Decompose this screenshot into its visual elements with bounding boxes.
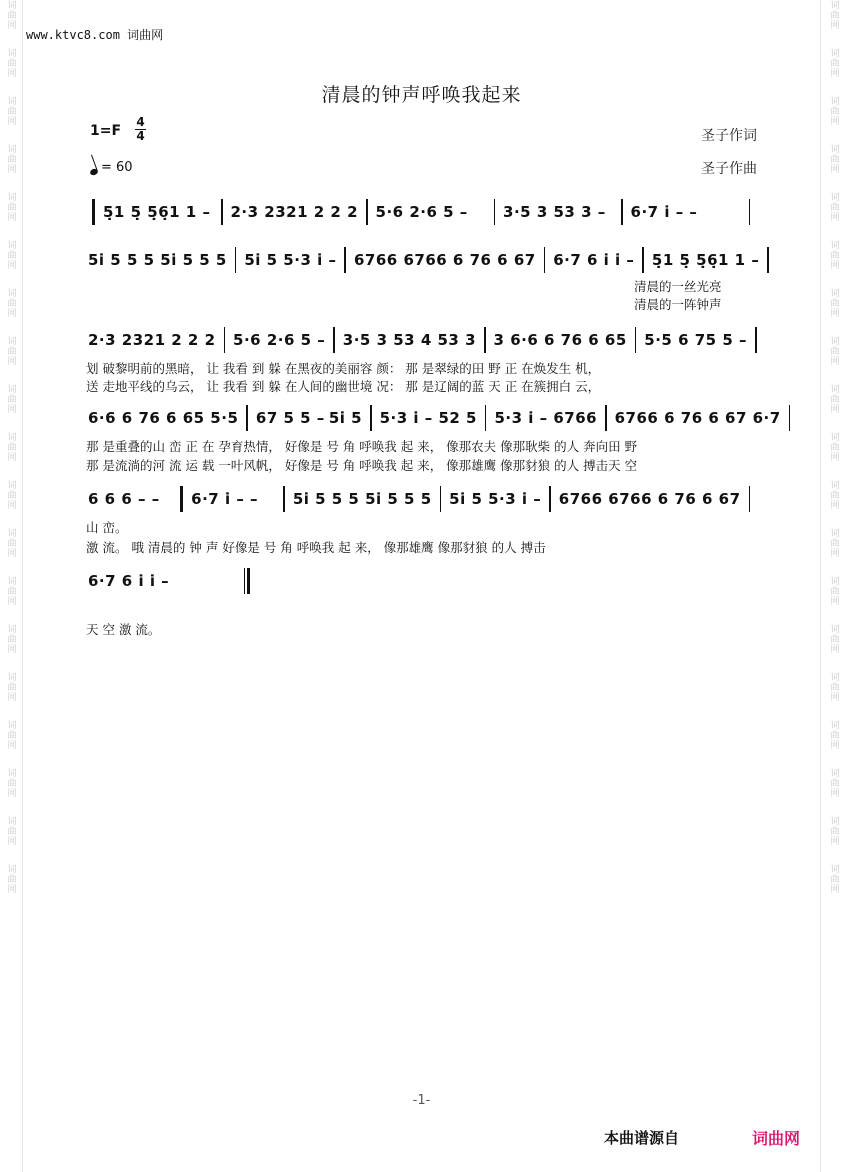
measure: 6·7 6 i̇ i̇ – xyxy=(553,251,635,269)
score-row-4 xyxy=(86,403,781,473)
watermark-text: 词曲网 xyxy=(828,480,839,510)
measure: 67 5 5 – xyxy=(255,409,325,427)
page-number: -1- xyxy=(412,1093,431,1108)
measure: 3·5 3 53 3 – xyxy=(503,203,606,221)
measure: 5̣1 5̣ 5̣6̣1 1 – xyxy=(103,203,211,221)
final-barline-thick xyxy=(247,568,250,594)
barline xyxy=(544,247,546,273)
measure: 3·5 3 53 4 53 3 xyxy=(342,331,477,349)
barline xyxy=(642,247,644,273)
watermark-text: 词曲网 xyxy=(5,768,16,798)
final-barline-thin xyxy=(244,568,246,594)
lyric-line: 山 峦。 xyxy=(86,520,128,535)
watermark-text: 词曲网 xyxy=(828,528,839,558)
watermark-text: 词曲网 xyxy=(828,48,839,78)
end-repeat-barline xyxy=(180,486,183,512)
watermark-text: 词曲网 xyxy=(828,96,839,126)
score-row-2 xyxy=(86,245,760,312)
score-row-3 xyxy=(86,325,756,394)
key-signature: 1=F xyxy=(90,123,122,139)
measure: 6766 6 76 6 67 6·7 xyxy=(614,409,781,427)
measure: 5i̇ 5 5·3 i̇ – xyxy=(244,251,337,269)
lyric-line: 那 是流淌的河 流 运 载 一叶风帆， 好像是 号 角 呼唤我 起 来， 像那雄鹰 像那豺狼 的人 搏击天 空 xyxy=(86,458,638,473)
tempo-marking xyxy=(90,159,133,175)
barline xyxy=(224,327,226,353)
watermark-text: 词曲网 xyxy=(5,0,16,30)
watermark-text: 词曲网 xyxy=(5,192,16,222)
measure: 2·3 2321 2 2 2 xyxy=(88,331,216,349)
watermark-text: 词曲网 xyxy=(5,336,16,366)
measure: 5·6 2·6 5 – xyxy=(375,203,468,221)
lyric-line: 送 走地平线的乌云， 让 我看 到 躲 在人间的幽世境 况： 那 是辽阔的蓝 天 正 在簇拥白 云， xyxy=(86,379,601,394)
measure: 6·6 6 76 6 65 5·5 xyxy=(88,409,239,427)
watermark-text: 词曲网 xyxy=(5,816,16,846)
composer-credit: 圣子作曲 xyxy=(701,161,757,177)
watermark-text: 词曲网 xyxy=(828,384,839,414)
lyric-line: 划 破黎明前的黑暗， 让 我看 到 躲 在黑夜的美丽容 颜： 那 是翠绿的田 野 正 在焕发生 机， xyxy=(86,361,601,376)
watermark-text: 词曲网 xyxy=(828,0,839,30)
lyricist-credit: 圣子作词 xyxy=(701,128,757,144)
watermark-text: 词曲网 xyxy=(5,96,16,126)
barline xyxy=(549,486,551,512)
watermark-text: 词曲网 xyxy=(828,144,839,174)
barline xyxy=(494,199,496,225)
watermark-text: 词曲网 xyxy=(828,192,839,222)
measure: 5·5 6 75 5 – xyxy=(644,331,747,349)
barline xyxy=(235,247,237,273)
measure: 5i̇ 5 5 5 5i̇ 5 5 5 xyxy=(292,490,432,508)
barline xyxy=(749,199,751,225)
barline xyxy=(366,199,368,225)
barline xyxy=(246,405,248,431)
time-sig-bottom: 4 xyxy=(136,129,145,143)
barline xyxy=(283,486,285,512)
barline xyxy=(789,405,791,431)
barline xyxy=(484,327,486,353)
watermark-text: 词曲网 xyxy=(5,480,16,510)
brand-logo[interactable]: 词曲网 xyxy=(752,1129,801,1148)
lyric-line: 那 是重叠的山 峦 正 在 孕育热情， 好像是 号 角 呼唤我 起 来， 像那农夫 像那耿柴 的人 奔向田 野 xyxy=(86,439,638,454)
start-repeat-barline xyxy=(92,199,95,225)
measure: 3 6·6 6 76 6 65 xyxy=(493,331,627,349)
watermark-text: 词曲网 xyxy=(828,432,839,462)
watermark-text: 词曲网 xyxy=(5,672,16,702)
right-margin-line xyxy=(820,0,821,1172)
left-margin-line xyxy=(22,0,23,1172)
watermark-text: 词曲网 xyxy=(5,384,16,414)
score-row-6 xyxy=(86,566,256,637)
watermark-text: 词曲网 xyxy=(828,288,839,318)
right-watermark-strip xyxy=(823,0,843,1172)
measure: 6766 6766 6 76 6 67 xyxy=(558,490,741,508)
barline xyxy=(344,247,346,273)
measure: 6766 6766 6 76 6 67 xyxy=(353,251,536,269)
watermark-text: 词曲网 xyxy=(828,672,839,702)
barline xyxy=(755,327,757,353)
watermark-text: 词曲网 xyxy=(828,336,839,366)
measure: 6·7 6 i̇ i̇ – xyxy=(88,572,170,590)
lyric-line: 天 空 激 流。 xyxy=(86,622,161,637)
song-title: 清晨的钟声呼唤我起来 xyxy=(321,84,522,106)
watermark-text: 词曲网 xyxy=(5,432,16,462)
watermark-text: 词曲网 xyxy=(828,240,839,270)
watermark-text: 词曲网 xyxy=(5,288,16,318)
watermark-text: 词曲网 xyxy=(828,624,839,654)
watermark-text: 词曲网 xyxy=(828,864,839,894)
lyric-line: 清晨的一阵钟声 xyxy=(634,297,722,312)
measure: 6·7 i̇ – – xyxy=(191,490,259,508)
measure: 5i̇ 5 5 5 5i̇ 5 5 5 xyxy=(88,251,227,269)
watermark-text: 词曲网 xyxy=(828,576,839,606)
quarter-note-icon xyxy=(89,168,99,176)
watermark-text: 词曲网 xyxy=(828,720,839,750)
barline xyxy=(333,327,335,353)
measure: 5̣1 5̣ 5̣6̣1 1 – xyxy=(651,251,760,269)
watermark-text: 词曲网 xyxy=(5,240,16,270)
time-sig-top: 4 xyxy=(136,115,145,129)
barline xyxy=(621,199,623,225)
measure: 5i̇ 5 xyxy=(328,409,363,427)
score-row-1 xyxy=(86,197,756,237)
watermark-text: 词曲网 xyxy=(5,528,16,558)
barline xyxy=(370,405,372,431)
watermark-text: 词曲网 xyxy=(5,144,16,174)
barline xyxy=(440,486,442,512)
watermark-text: 词曲网 xyxy=(5,864,16,894)
barline xyxy=(749,486,751,512)
measure: 5·3 i̇ – 52 5 xyxy=(379,409,477,427)
score-row-5 xyxy=(86,484,756,555)
barline xyxy=(605,405,607,431)
measure: 5·6 2·6 5 – xyxy=(233,331,326,349)
measure: 2·3 2321 2 2 2 xyxy=(230,203,359,221)
measure: 6·7 i̇ – – xyxy=(630,203,698,221)
measure: 5i̇ 5 5·3 i̇ – xyxy=(449,490,542,508)
watermark-text: 词曲网 xyxy=(5,48,16,78)
barline xyxy=(635,327,637,353)
lyric-line: 清晨的一丝光亮 xyxy=(634,279,722,294)
barline xyxy=(485,405,487,431)
measure: 5·3 i̇ – 6766 xyxy=(494,409,598,427)
watermark-text: 词曲网 xyxy=(5,576,16,606)
time-signature xyxy=(135,116,146,143)
measure: 6 6 6 – – xyxy=(88,490,160,508)
tempo-value: = 60 xyxy=(101,159,133,175)
watermark-text: 词曲网 xyxy=(828,816,839,846)
source-label: 本曲谱源自 xyxy=(604,1129,680,1147)
left-watermark-strip xyxy=(0,0,20,1172)
watermark-text: 词曲网 xyxy=(828,768,839,798)
site-link[interactable]: www.ktvc8.com 词曲网 xyxy=(26,28,164,42)
lyric-line: 激 流。 哦 清晨的 钟 声 好像是 号 角 呼唤我 起 来， 像那雄鹰 像那豺狼 的人 搏击 xyxy=(86,540,546,555)
watermark-text: 词曲网 xyxy=(5,720,16,750)
barline xyxy=(767,247,769,273)
barline xyxy=(221,199,223,225)
watermark-text: 词曲网 xyxy=(5,624,16,654)
